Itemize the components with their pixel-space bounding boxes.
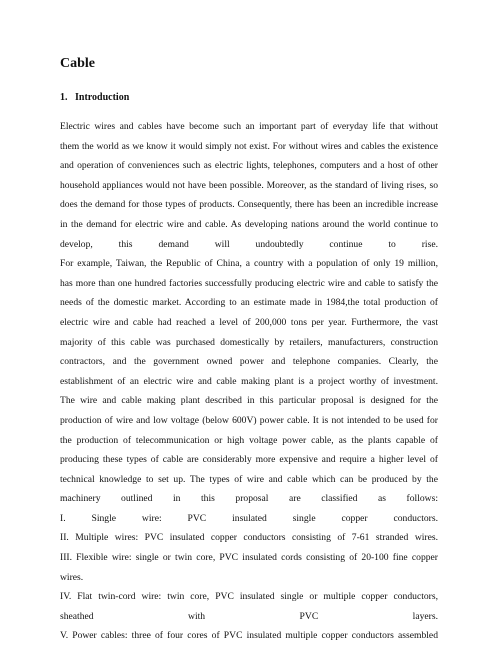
text-line: I. Single wire: PVC insulated single copper conductors. bbox=[60, 512, 438, 524]
text-line: wires. bbox=[60, 571, 84, 583]
text-line: does the demand for those types of products. Consequently, there has been an incredible increase bbox=[60, 199, 438, 211]
text-line: establishment of an electric wire and cable making plant is a project worthy of investment. bbox=[60, 375, 438, 387]
text-line: machinery outlined in this proposal are classified as follows: bbox=[60, 493, 438, 505]
text-line: IV. Flat twin-cord wire: twin core, PVC insulated single or multiple copper conductors, bbox=[60, 591, 438, 603]
text-line: Electric wires and cables have become such an important part of everyday life that without bbox=[60, 121, 438, 132]
section-heading: 1. Introduction bbox=[60, 92, 130, 103]
text-line: majority of this cable was purchased domestically by retailers, manufacturers, construction bbox=[60, 336, 438, 348]
text-line: has more than one hundred factories successfully producing electric wire and cable to satisfy the bbox=[60, 277, 438, 289]
text-line: in the demand for electric wire and cable. As developing nations around the world continue to bbox=[60, 218, 438, 230]
text-line: household appliances would not have been possible. Moreover, as the standard of living rises, so bbox=[60, 179, 438, 191]
text-line: contractors, and the government owned power and telephone companies. Clearly, the bbox=[60, 356, 438, 368]
text-line: the production of telecommunication or high voltage power cable, as the plants capable of bbox=[60, 434, 438, 446]
text-line: technical knowledge to set up. The types of wire and cable which can be produced by the bbox=[60, 473, 438, 485]
document-title: Cable bbox=[60, 56, 95, 71]
text-line: V. Power cables: three of four cores of PVC insulated multiple copper conductors assembled bbox=[60, 630, 438, 642]
text-line: develop, this demand will undoubtedly continue to rise. bbox=[60, 238, 438, 250]
text-line: III. Flexible wire: single or twin core, PVC insulated cords consisting of 20-100 fine copper bbox=[60, 552, 438, 564]
body-text bbox=[60, 117, 438, 646]
text-line: and operation of conveniences such as electric lights, telephones, computers and a host of other bbox=[60, 160, 438, 172]
text-line: them the world as we know it would simply not exist. For without wires and cables the existence bbox=[60, 140, 438, 152]
text-line: electric wire and cable had reached a level of 200,000 tons per year. Furthermore, the vast bbox=[60, 316, 438, 328]
text-line: production of wire and low voltage (below 600V) power cable. It is not intended to be used for bbox=[60, 414, 438, 426]
text-line: needs of the domestic market. According to an estimate made in 1984,the total production of bbox=[60, 297, 438, 309]
text-line: II. Multiple wires: PVC insulated copper conductors consisting of 7-61 stranded wires. bbox=[60, 532, 438, 544]
text-line: For example, Taiwan, the Republic of China, a country with a population of only 19 million, bbox=[60, 258, 438, 270]
text-line: producing these types of cable are considerably more expensive and require a higher level of bbox=[60, 454, 438, 466]
text-line: The wire and cable making plant described in this particular proposal is designed for the bbox=[60, 395, 438, 407]
text-line: sheathed with PVC layers. bbox=[60, 610, 438, 622]
